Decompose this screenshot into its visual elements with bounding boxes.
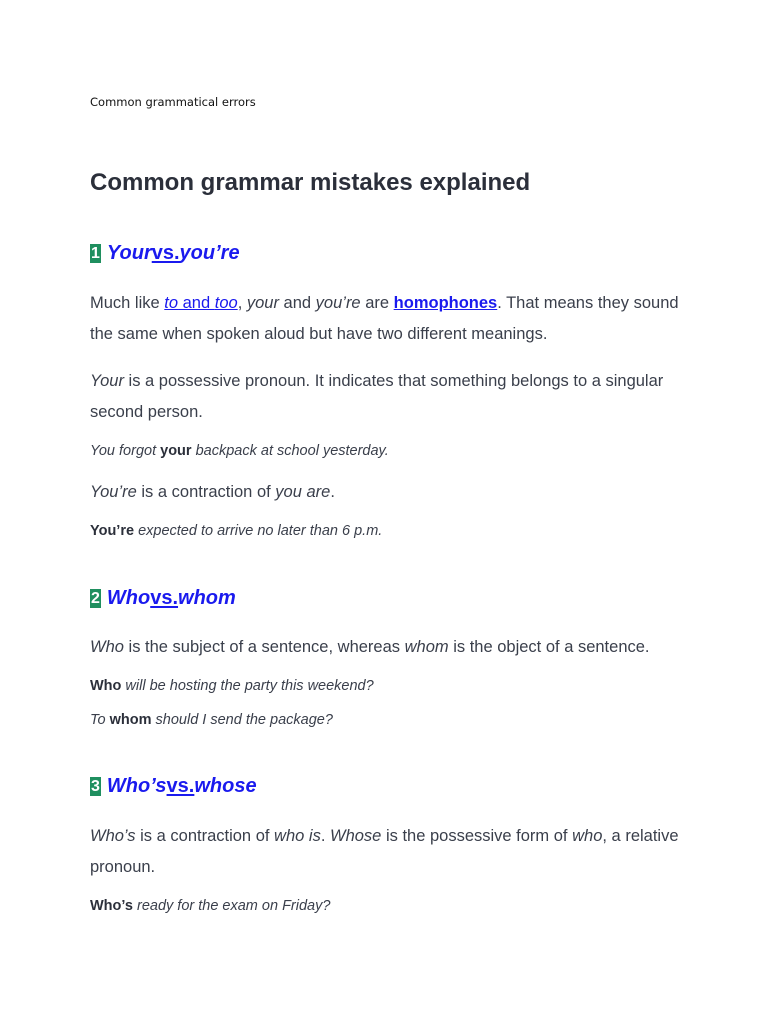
text-run: should I send the package? [151, 712, 333, 728]
text-run: is the subject of a sentence, whereas [123, 638, 405, 656]
text-run: and [278, 294, 316, 312]
text-run: . [330, 483, 335, 501]
text-run: . [320, 827, 330, 845]
text-run: is a contraction of [136, 483, 276, 501]
text-run: expected to arrive no later than 6 p.m. [134, 523, 383, 539]
text-run: You forgot [90, 443, 161, 459]
italic-term: who [572, 827, 603, 845]
link-to-and-too[interactable] [164, 294, 237, 312]
text-run: is the object of a sentence. [448, 638, 650, 656]
heading-vs: vs. [166, 775, 195, 797]
example-sentence [90, 898, 330, 914]
bold-term: Who’s [90, 898, 133, 914]
example-sentence [90, 712, 333, 728]
link-part: and [178, 294, 215, 312]
text-run: , a relative pronoun. [90, 827, 679, 876]
document-header-label: Common grammatical errors [90, 95, 256, 109]
definition-paragraph [90, 632, 690, 663]
section-heading-who-vs-whom[interactable] [90, 587, 236, 610]
italic-term: whom [404, 638, 449, 656]
bold-term: You’re [90, 523, 135, 539]
italic-term: Who [90, 638, 124, 656]
bold-term: your [160, 443, 192, 459]
section-number-badge: 2 [91, 590, 100, 607]
text-run: are [360, 294, 394, 312]
text-run: is a possessive pronoun. It indicates that something belongs to a singular second person. [90, 372, 664, 421]
heading-vs: vs. [150, 587, 179, 609]
italic-term: Whose [330, 827, 382, 845]
italic-term: who is [274, 827, 321, 845]
text-run: ready for the exam on Friday? [132, 898, 331, 914]
section-number-badge: 3 [91, 778, 100, 795]
example-sentence [90, 678, 374, 694]
page-title: Common grammar mistakes explained [90, 169, 531, 196]
definition-paragraph [90, 821, 680, 883]
heading-word-b: whom [178, 587, 236, 609]
italic-term: you’re [315, 294, 361, 312]
link-part: too [214, 294, 238, 312]
definition-paragraph [90, 477, 680, 508]
section-heading-your-vs-youre[interactable] [90, 242, 240, 265]
text-run: will be hosting the party this weekend? [121, 678, 374, 694]
example-sentence [90, 523, 382, 539]
text-run: backpack at school yesterday. [191, 443, 389, 459]
definition-paragraph [90, 366, 680, 428]
italic-term: You’re [90, 483, 137, 501]
section-heading-whos-vs-whose[interactable] [90, 775, 257, 798]
heading-word-a: Your [106, 242, 152, 264]
text-run: To [90, 712, 110, 728]
bold-term: Who [90, 678, 122, 694]
heading-word-a: Who [106, 587, 151, 609]
heading-word-b: you’re [179, 242, 240, 264]
heading-word-b: whose [194, 775, 257, 797]
text-run: is a contraction of [135, 827, 275, 845]
text-run: Much like [90, 294, 165, 312]
italic-term: Who’s [90, 827, 136, 845]
italic-term: your [246, 294, 279, 312]
text-run: , [237, 294, 247, 312]
heading-vs: vs. [151, 242, 180, 264]
bold-term: whom [109, 712, 152, 728]
text-run: is the possessive form of [381, 827, 573, 845]
example-sentence [90, 443, 389, 459]
link-homophones[interactable]: homophones [393, 294, 498, 312]
section-number-badge: 1 [91, 245, 100, 262]
intro-paragraph [90, 288, 680, 350]
link-part: to [164, 294, 179, 312]
italic-term: you are [275, 483, 331, 501]
heading-word-a: Who’s [106, 775, 167, 797]
text-run: . That means they sound the same when spoken aloud but have two different meanings. [90, 294, 679, 343]
italic-term: Your [90, 372, 124, 390]
